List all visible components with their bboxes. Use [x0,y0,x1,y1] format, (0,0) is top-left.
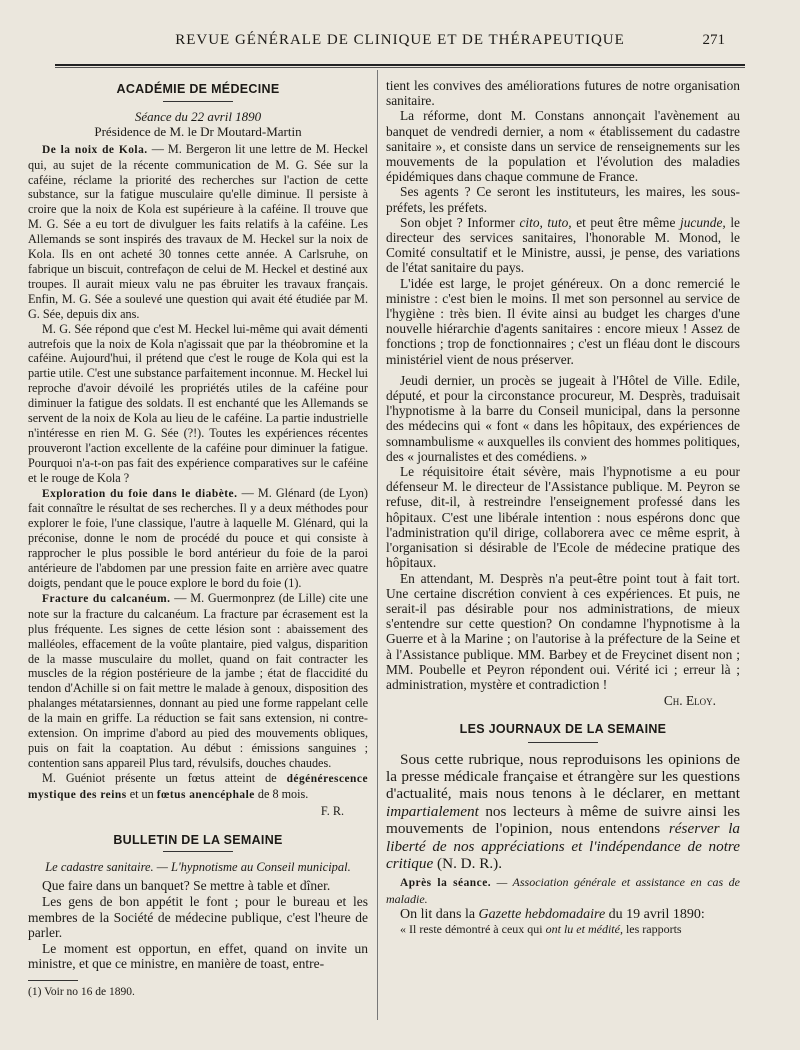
subhead-calcaneum: Fracture du calcanéum. [42,592,171,605]
bulletin-rule [163,851,233,852]
intro-italic-2: réserver la liberté de nos appréciations et l'indépendance de notre critique [386,820,741,872]
p3-italic-1: cito, tuto, [519,214,572,230]
right-p3 [386,215,740,276]
right-p1: La réforme, dont M. Constans annonçait l'avènement au banquet de vendredi dernier, a nom « établissement du cadastre sanitaire », et consiste dans un service de renseignements sur les mouvements de la population et l'évolution des maladies épidémiques dans chaque commune de France. [386,108,740,185]
right-p2: Ses agents ? Ce seront les instituteurs, les maires, les sous-préfets, les préfets. [386,184,740,215]
column-divider [377,70,378,1020]
text-calcaneum: — M. Guermonprez (de Lille) cite une note sur la fracture du calcanéum. La fracture par écrasement est la plus fréquente. Les signes de cette lésion sont : abaissement des malléoles, effacement de la voûte plantaire, pied valgus, disparition de la masse musculaire du mollet, quand on fait contracter les muscles de la région postérieure de la jambe ; état de flaccidité du tendon d'Achille si on fait mettre le malade à genoux, disposition des phalanges métatarsiennes, donnant au pied une forme rappelant celle de la main en griffe. La réduction se fait sans extension, ni contre-extension. On imprime d'abord au pied des mouvements obliques, puis on fait la coaptation. Au début : émissions sanguines ; contention sans appareil Plus tard, révulsifs, douches chaudes. [28,590,368,770]
right-p0: tient les convives des améliorations futures de notre organisation sanitaire. [386,78,740,109]
header-rule [55,64,745,68]
subhead-foie: Exploration du foie dans le diabète. [42,487,238,500]
academie-signature: F. R. [320,803,344,818]
bulletin-p1: Que faire dans un banquet? Se mettre à table et dîner. [42,878,331,894]
journaux-heading: LES JOURNAUX DE LA SEMAINE [459,722,667,737]
gazette-text-2: du 19 avril 1890: [608,906,705,922]
p3-text-3: le directeur des services sanitaires, l'honorable M. Monod, le Comité consultatif et le Ministre, aussi, je pense, des variations de l'état sanitaire du pays. [386,214,740,276]
journaux-intro [386,751,740,873]
paragraph-see-reply: M. G. Sée répond que c'est M. Heckel lui-même qui avait démenti autrefois que la noix de Kola n'agissait que par la théobromine et la caféine. Aujourd'hui, il prétend que c'est le rouge de Kola qui est la partie utile. C'est une substance parfaitement inconnue. M. Heckel lui reproche d'avoir dévoilé les propriétés utiles de la caféine pour diminuer la fatigue des soldats. Il est enchanté que les Allemands se servent de la noix de Kola au lieu de le caféine. La partie industrielle n'intéresse en rien M. G. Sée (?!). Toutes les expériences récentes prouveront l'action excellente de la caféine pour diminuer la fatigue. Pourquoi n'a-t-on pas fait des expérience comparatives sur le caféine et le rouge de Kola ? [28,321,368,485]
right-p6: Le réquisitoire était sévère, mais l'hypnotisme a eu pour défenseur M. le directeur de l'Assistance publique. M. Peyron se refuse, dit-il, à restreindre l'enseignement professé dans les hôpitaux. C'est une libérale intention : nous espérons donc que l'administration qu'il dirige, collaborera avec ce même esprit, à l'organisation si désirable de l'Ecole de médecine pratique des hôpitaux. [386,464,740,571]
p3-text-2: et peut être même [576,214,676,230]
subhead-kola: De la noix de Kola. [42,143,148,156]
academie-rule [163,101,233,102]
quote-text-2: les rapports [625,921,682,936]
academie-heading: ACADÉMIE DE MÉDECINE [116,82,280,96]
apres-seance [386,875,740,906]
quote-line [386,922,740,937]
apres-sub: — Association générale et assistance en cas de maladie. [386,875,741,906]
right-p5: Jeudi dernier, un procès se jugeait à l'Hôtel de Ville. Edile, député, et pour la circonstance procureur, M. Desprès, traduisait l'hypnotisme à la barre du Conseil municipal, dans la personne des médecins qui « font « dans les hôpitaux, des expériences de somnambulisme « auxquelles ils convient des hommes politiques, des « journalistes et des comédiens. » [386,372,740,464]
intro-text-3: (N. D. R.). [437,854,503,872]
p3-text-1: Son objet ? Informer [400,214,515,230]
seance-date: Séance du 22 avril 1890 [134,108,262,124]
bulletin-p3: Le moment est opportun, en effet, quand on invite un ministre, et que ce ministre, en manière de toast, entre- [28,940,368,972]
gazette-text-1: On lit dans la [400,906,476,922]
quote-italic: ont lu et médité, [545,921,623,936]
bulletin-signature: Ch. Eloy. [663,693,716,709]
presidence: Présidence de M. le Dr Moutard-Martin [94,123,302,139]
paragraph-gueniot [28,771,368,803]
paragraph-calcaneum [28,591,368,771]
footnote-rule [28,980,78,981]
paragraph-foie [28,486,368,591]
gueniot-text-3: de 8 mois. [257,786,309,801]
intro-text-1: Sous cette rubrique, nous reproduisons les opinions de la presse médicale française et étrangère sur les questions d'actualité, mais nous tenons à le déclarer, en mettant [386,750,740,803]
right-column [386,78,740,937]
gazette-italic: Gazette hebdomadaire [478,906,606,922]
bulletin-subtitle: Le cadastre sanitaire. — L'hypnotisme au Conseil municipal. [45,860,351,875]
apres-head: Après la séance. [400,877,492,890]
journaux-rule [528,742,598,743]
gazette-line [386,907,740,922]
gueniot-text-2: et un [129,786,154,801]
right-p7: En attendant, M. Desprès n'a peut-être point tout à fait tort. Une certaine discrétion convient à ces expériences. Et puis, ne serait-il pas désirable pour nos administrations, de mieux s'entendre sur cette question? On condamne l'hypnotisme à la Guerre et à la Marine ; on l'autorise à la préfecture de la Seine et à l'Assistance publique. MM. Barbey et de Freycinet disent non ; MM. Poubelle et Peyron répondent oui. Vérité ici ; erreur là ; administration, mystère et contradiction ! [386,570,740,692]
p3-italic-2: jucunde, [680,214,726,230]
bulletin-p2: Les gens de bon appétit le font ; pour le bureau et les membres de la Société de médecine publique, c'est l'heure de parler. [28,893,368,941]
gueniot-text-1: M. Guéniot présente un fœtus atteint de [42,770,277,785]
text-foie: — M. Glénard (de Lyon) fait connaître le résultat de ses recherches. Il y a deux méthodes pour explorer le foie, l'une classique, l'autre à laquelle M. Glénard, qui la préconise, donne le nom de procédé du pouce et qui consiste à rapprocher le plus possible le bord antérieur du foie de la paroi antérieure de l'abdomen par une pression faite en arrière avec quatre doigts, pendant que le pouce explore le bord du foie (1). [28,485,368,590]
journal-title: REVUE GÉNÉRALE DE CLINIQUE ET DE THÉRAPEUTIQUE [175,32,625,48]
bulletin-heading: BULLETIN DE LA SEMAINE [113,832,283,847]
intro-italic-1: impartialement [386,802,479,820]
intro-text-2: nos lecteurs à même de suivre ainsi les mouvements de l'opinion, nous entendons [386,802,740,838]
paragraph-kola [28,142,368,322]
running-header [20,28,780,52]
gueniot-bold-1: dégénérescence mystique des reins [28,772,369,801]
left-column [28,78,368,1000]
right-p4: L'idée est large, le projet généreux. On a donc remercié le ministre : c'est bien le moins. Il met son personnel au service de l'hygiène : très bien. Il évite ainsi au budget les charges d'une nouvelle hiérarchie d'agents sanitaires : encore mieux ! Assez de fonctions ; trop de fonctionnaires ; c'est un fléau dont le discours ministériel vient de nous préserver. [386,275,740,367]
gueniot-bold-2: fœtus anencéphale [156,788,255,801]
text-kola: — M. Bergeron lit une lettre de M. Heckel qui, au sujet de la récente communication de M. G. Sée sur la caféine, réclame la priorité des recherches sur l'action de cette substance, sur la fatigue musculaire qu'elle diminue. Il persiste à croire que la noix de Kola est supérieure à la caféine. Il trouve que M. G. Sée a eu tort de divulguer les faits relatifs à la caféine. Les Allemands se sont inspirés des travaux de M. Heckel sur la noix de Kola. Ils en ont acheté 30 tonnes cette année. A Carlsruhe, on fabrique un biscuit, contrefaçon de celui de M. Heckel et destiné aux troupes. Il aurait mieux valu ne pas ébruiter les travaux français. Enfin, M. G. Sée a soulevé une question qui avait été étudiée par M. G. Sée, depuis dix ans. [28,141,369,321]
footnote: (1) Voir no 16 de 1890. [28,985,135,998]
page-number: 271 [702,32,725,48]
quote-text-1: « Il reste démontré à ceux qui [400,921,543,936]
